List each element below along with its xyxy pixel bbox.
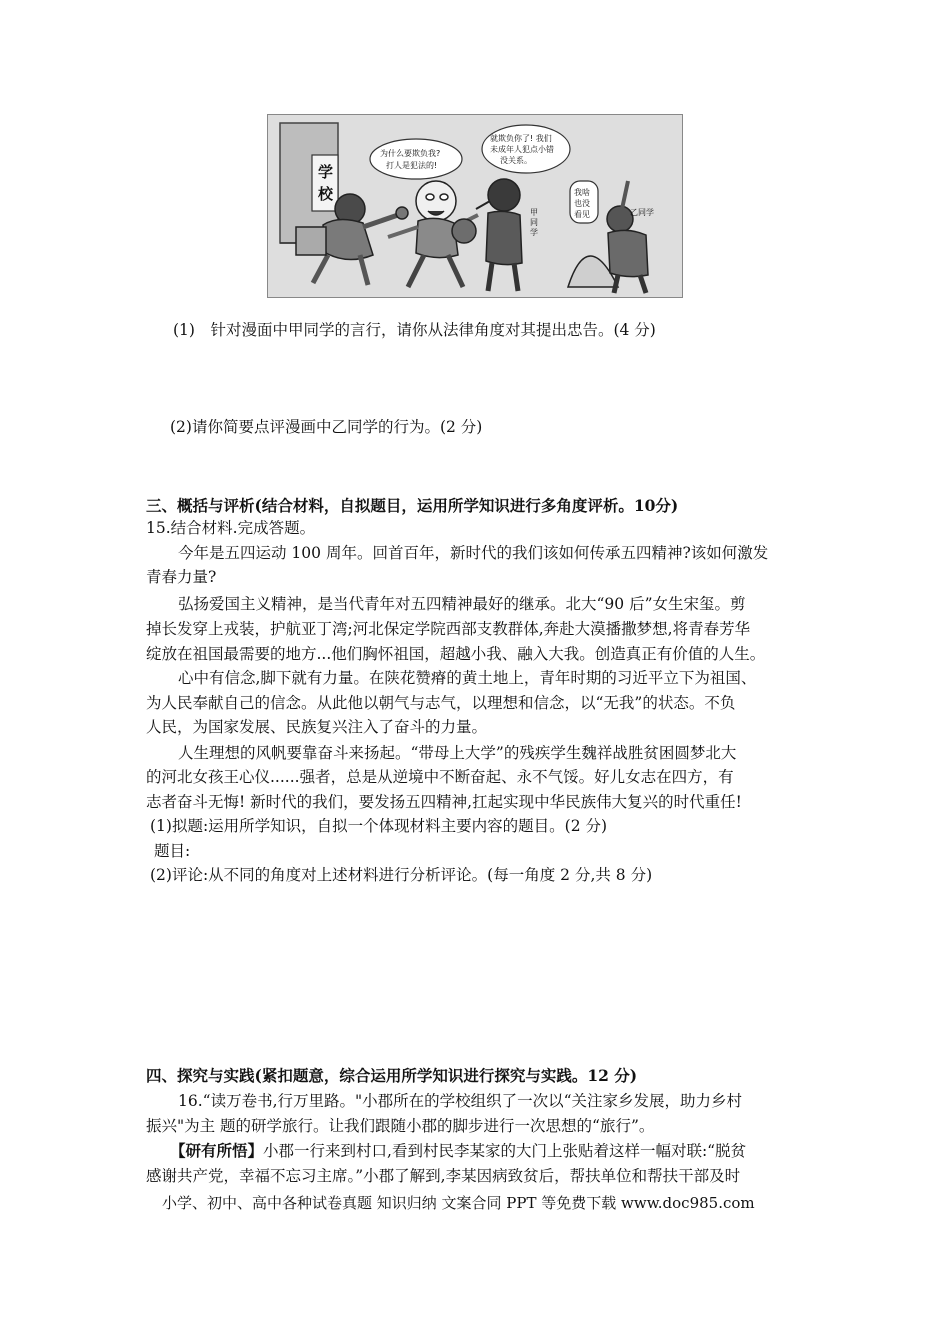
q16-line2: 振兴"为主 题的研学旅行。让我们跟随小郡的脚步进行一次思想的“旅行”。 bbox=[146, 1117, 655, 1135]
cartoon-illustration bbox=[267, 114, 683, 298]
footer-text: 小学、初中、高中各种试卷真题 知识归纳 文案合同 PPT 等免费下载 www.doc985.com bbox=[162, 1194, 755, 1212]
bubble-jia-line1: 就欺负你了! 我们 bbox=[490, 134, 552, 143]
building-label-2: 校 bbox=[318, 185, 334, 203]
q14-part1: (1) 针对漫面中甲同学的言行，请你从法律角度对其提出忠告。(4 分) bbox=[173, 321, 656, 339]
bubble-victim-line1: 为什么要欺负我? bbox=[380, 149, 441, 158]
s3-para4-line3: 志者奋斗无悔! 新时代的我们，要发扬五四精神,扛起实现中华民族伟大复兴的时代重任! bbox=[146, 793, 742, 811]
s3-para3-line1: 心中有信念,脚下就有力量。在陕花赞瘠的黄土地上，青年时期的习近平立下为祖国、 bbox=[178, 669, 757, 687]
bubble-victim-line2: 打人是犯法的! bbox=[386, 161, 438, 170]
q15-sub1: (1)拟题:运用所学知识，自拟一个体现材料主要内容的题目。(2 分) bbox=[150, 817, 608, 835]
bubble-yi-line1: 我啥 bbox=[574, 188, 590, 197]
bubble-jia-line2: 未成年人犯点小错 bbox=[490, 145, 554, 154]
s3-para2-line3: 绽放在祖国最需要的地方...他们胸怀祖国，超越小我、融入大我。创造真正有价值的人生。 bbox=[146, 645, 766, 663]
practice-label: 【研有所悟】 bbox=[170, 1141, 264, 1160]
label-yi: 乙同学 bbox=[630, 208, 654, 217]
s3-para2-line2: 掉长发穿上戎装，护航亚丁湾;河北保定学院西部支教群体,奔赴大漠播撒梦想,将青春芳华 bbox=[146, 620, 751, 638]
label-jia-1: 甲 bbox=[530, 208, 538, 217]
q15-sub2: (2)评论:从不同的角度对上述材料进行分析评论。(每一角度 2 分,共 8 分) bbox=[150, 866, 653, 884]
section3-heading: 三、概括与评析(结合材料，自拟题目，运用所学知识进行多角度评析。10分) bbox=[146, 496, 679, 515]
q14-part2: (2)请你简要点评漫画中乙同学的行为。(2 分) bbox=[170, 418, 483, 436]
bubble-victim bbox=[370, 139, 462, 179]
bubble-yi-line2: 也没 bbox=[574, 199, 590, 208]
label-jia-2: 同 bbox=[530, 218, 538, 227]
q15-intro: 15.结合材料.完成答题。 bbox=[146, 519, 316, 537]
bubble-jia-line3: 没关系。 bbox=[500, 156, 532, 165]
label-jia-3: 学 bbox=[530, 228, 538, 237]
s3-para2-line1: 弘扬爱国主义精神，是当代青年对五四精神最好的继承。北大“90 后”女生宋玺。剪 bbox=[178, 595, 746, 613]
bubble-yi-line3: 看见 bbox=[574, 210, 590, 219]
s3-para1-line1: 今年是五四运动 100 周年。回首百年，新时代的我们该如何传承五四精神?该如何激发 bbox=[178, 544, 769, 562]
section4-heading: 四、探究与实践(紧扣题意，综合运用所学知识进行探究与实践。12 分) bbox=[146, 1066, 638, 1085]
practice-text-1: 小郡一行来到村口,看到村民李某家的大门上张贴着这样一幅对联:“脱贫 bbox=[263, 1142, 747, 1160]
q15-sub1-answer: 题目: bbox=[154, 842, 191, 860]
q16-line1: 16.“读万卷书,行万里路。"小郡所在的学校组织了一次以“关注家乡发展，助力乡村 bbox=[178, 1092, 743, 1110]
building-label-1: 学 bbox=[318, 163, 334, 181]
s3-para3-line2: 为人民奉献自己的信念。从此他以朝气与志气，以理想和信念，以“无我”的状态。不负 bbox=[146, 694, 736, 712]
practice-line2: 感谢共产党，幸福不忘习主席。”小郡了解到,李某因病致贫后，帮扶单位和帮扶干部及时 bbox=[146, 1167, 741, 1185]
s3-para3-line3: 人民，为国家发展、民族复兴注入了奋斗的力量。 bbox=[146, 718, 488, 736]
s3-para4-line1: 人生理想的风帆要靠奋斗来扬起。“带母上大学”的残疾学生魏祥战胜贫困圆梦北大 bbox=[178, 744, 737, 762]
s3-para4-line2: 的河北女孩王心仪......强者，总是从逆境中不断奋起、永不气馁。好儿女志在四方，有 bbox=[146, 768, 734, 786]
s3-para1-line2: 青春力量? bbox=[146, 568, 217, 586]
practice-line1 bbox=[170, 1139, 746, 1163]
